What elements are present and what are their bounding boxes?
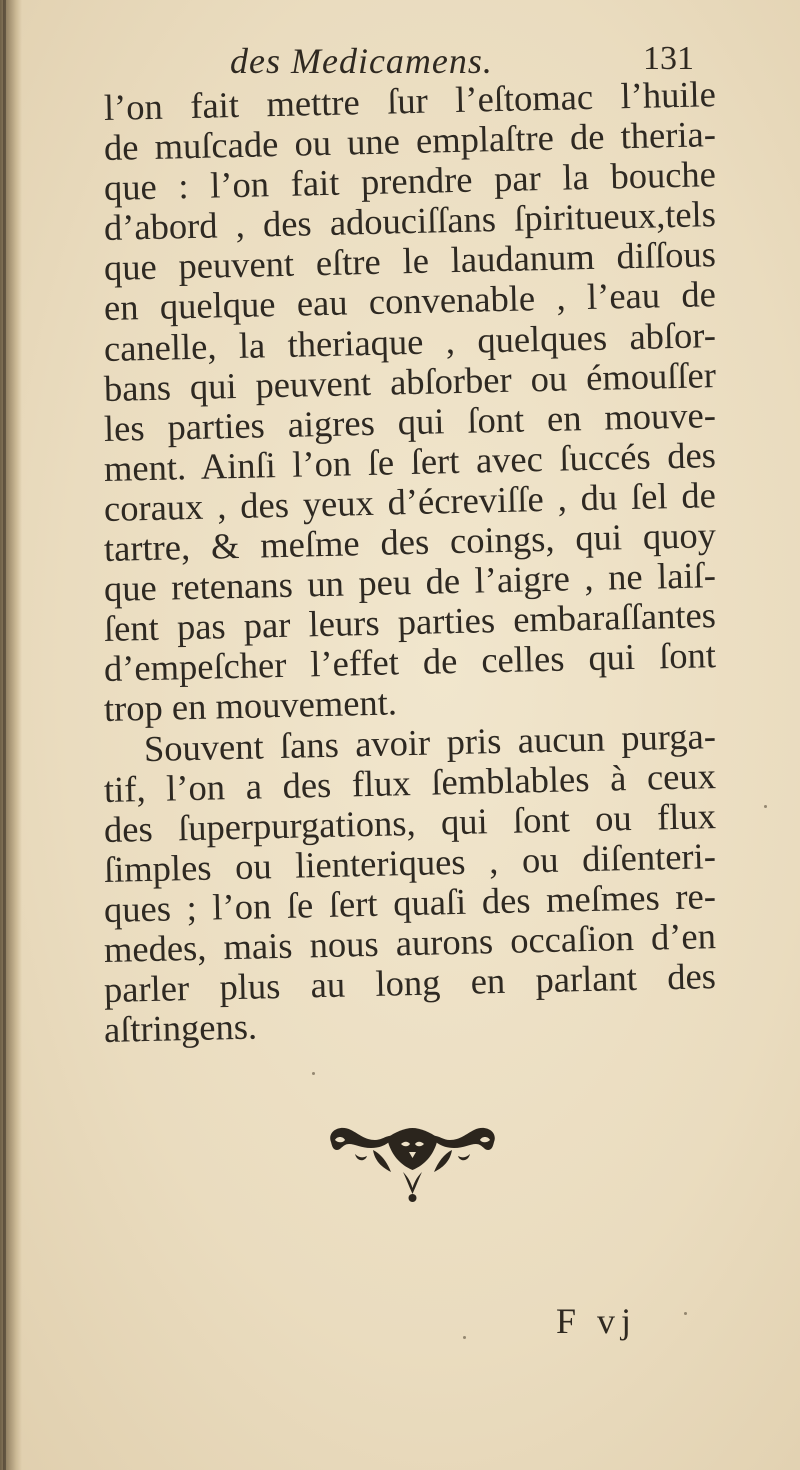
- text-line: coraux , des yeux d’écreviſſe , du ſel de: [103, 474, 717, 529]
- text-line: canelle, la theriaque , quelques abſor-: [103, 313, 717, 369]
- text-line: que peuvent eſtre le laudanum diſſous: [103, 233, 717, 289]
- text-line: l’on fait mettre ſur l’eſtomac l’huile: [103, 73, 717, 128]
- text-line: des ſuperpurgations, qui ſont ou flux: [103, 794, 717, 850]
- paper-speck: [463, 1336, 466, 1339]
- text-line: medes, mais nous aurons occaſion d’en: [103, 915, 717, 970]
- paragraph-end-line: aſtringens.: [103, 1005, 258, 1051]
- text-line: de muſcade ou une emplaſtre de theria-: [103, 113, 717, 169]
- paragraph-start-line: Souvent ſans avoir pris aucun purga-: [143, 714, 717, 769]
- text-line: tif, l’on a des flux ſemblables à ceux: [103, 754, 717, 810]
- body-text: [103, 73, 717, 1051]
- text-line: les parties aigres qui ſont en mouve-: [103, 393, 717, 449]
- fleuron-ornament-icon: [325, 1118, 500, 1206]
- text-line: d’abord , des adouciſſans ſpiritueux,tels: [103, 193, 717, 249]
- text-line: en quelque eau convenable , l’eau de: [103, 273, 717, 329]
- paper-speck: [684, 1312, 687, 1315]
- paper-speck: [312, 1072, 315, 1075]
- text-line: ſent pas par leurs parties embaraſſantes: [103, 594, 717, 650]
- binding-edge: [3, 0, 6, 1470]
- paragraph-end-line: trop en mouvement.: [103, 681, 398, 730]
- text-line: que retenans un peu de l’aigre , ne laiſ-: [103, 554, 717, 610]
- text-line: bans qui peuvent abſorber ou émouſſer: [103, 353, 717, 409]
- text-line: ment. Ainſi l’on ſe ſert avec ſuccés des: [103, 433, 717, 489]
- text-line: ſimples ou lienteriques , ou diſenteri-: [103, 834, 717, 890]
- text-line: tartre, & meſme des coings, qui quoy: [103, 514, 717, 570]
- text-line: que : l’on fait prendre par la bouche: [103, 153, 717, 209]
- text-line: ques ; l’on ſe ſert quaſi des meſmes re-: [103, 874, 717, 930]
- signature-mark: F vj: [556, 1301, 638, 1341]
- running-title: des Medicamens.: [230, 41, 493, 81]
- paper-speck: [764, 805, 767, 808]
- text-line: d’empeſcher l’effet de celles qui ſont: [103, 634, 717, 690]
- page-number: 131: [643, 40, 694, 77]
- text-line: parler plus au long en parlant des: [103, 955, 717, 1011]
